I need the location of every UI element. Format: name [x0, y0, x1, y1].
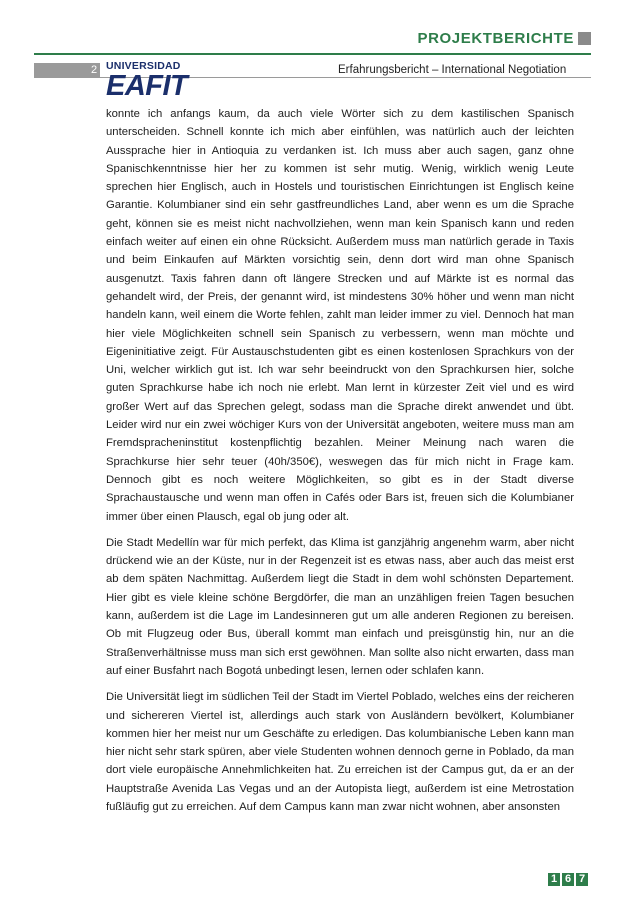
- logo-main-text: EAFIT: [106, 70, 188, 102]
- header-divider: [34, 53, 591, 55]
- footer-digit: 7: [576, 873, 588, 886]
- paragraph: konnte ich anfangs kaum, da auch viele Wörter sich zu dem kastilischen Spanisch unterscheiden. Schnell konnte ich mich aber einfühlen, was natürlich auch der leichten Aussprache hier in Antioquia zu verdanken ist. Ich muss aber auch sagen, ganz ohne Spanischkenntnisse hier her zu kommen ist sehr mutig. Wenig, wirklich wenig Leute sprechen hier Englisch, auch in Hostels und touristischen Einrichtungen ist Englisch keine Garantie. Kolumbianer sind ein sehr gastfreundliches Land, aber wenn es um die Sprache geht, können sie es meist nicht nachvollziehen, wenn man kein Spanisch kann und reden einfach weiter auf einen ein ohne Rücksicht. Außerdem muss man natürlich gerade in Taxis und beim Einkaufen auf Märkten vorsichtig sein, denn dort wird man ohne Spanisch ausgenutzt. Taxis fahren dann oft längere Strecken und auf Märkte ist es normal das gehandelt wird, der Preis, der genannt wird, ist mindestens 30% höher und wenn man nicht handeln kann, weil einem die Worte fehlen, zahlt man leider immer zu viel. Dennoch hat man hier viele Möglichkeiten schnell sein Spanisch zu verbessern, wenn man möchte und Eigeninitiative zeigt. Für Austauschstudenten gibt es einen kostenlosen Sprachkurs von der Uni, welcher wirklich gut ist. Ich war sehr beeindruckt von den Sprachkursen hier, solche guten Sprachkurse habe ich noch nie erlebt. Man lernt in kürzester Zeit viel und es wird großer Wert auf das Sprechen gelegt, sodass man die Sprache direkt anwendet und übt. Leider wird nur ein zwei wöchiger Kurs von der Universität angeboten, weitere muss man am Fremdspracheninstitut kostenpflichtig bezahlen. Meiner Meinung nach waren die Sprachkurse hier sehr teuer (40h/350€), weswegen das für mich nicht in Frage kam. Dennoch gibt es noch weitere Möglichkeiten, so gibt es in der Stadt diverse Sprachaustausche und wenn man offen in Cafés oder Bars ist, freuen sich die Kolumbianer immer über einen Plausch, egal ob jung oder alt.: [106, 108, 574, 523]
- eafit-logo: [106, 61, 206, 105]
- logo-top-text: UNIVERSIDAD: [106, 60, 181, 72]
- page-number: 2: [90, 64, 98, 76]
- footer-digit: 1: [548, 873, 560, 886]
- section-title: PROJEKTBERICHTE: [417, 30, 574, 47]
- article-body: [106, 105, 574, 824]
- paragraph: Die Universität liegt im südlichen Teil der Stadt im Viertel Poblado, welches eins der reicheren und sichereren Viertel ist, allerdings auch stark von Ausländern bevölkert, Kolumbianer kommen hier her meist nur um Geschäfte zu erledigen. Das kolumbianische Leben kann man hier nicht sehr stark spüren, aber viele Studenten wohnen dennoch gerne in Poblado, da man dort viele europäische Annehmlichkeiten hat. Zu erreichen ist der Campus gut, da er an der Hauptstraße Avenida Las Vegas und an der Autopista liegt, außerdem ist eine Metrostation fußläufig gut zu erreichen. Auf dem Campus kann man zwar nicht wohnen, aber ansonsten: [106, 691, 574, 813]
- running-head: Erfahrungsbericht – International Negotiation: [338, 64, 567, 76]
- footer-page-number: [548, 873, 588, 886]
- footer-digit: 6: [562, 873, 574, 886]
- paragraph: Die Stadt Medellín war für mich perfekt, das Klima ist ganzjährig angenehm warm, aber nicht drückend wie an der Küste, nur in der Regenzeit ist es etwas nass, aber auch das meist erst ab dem späten Nachmittag. Außerdem liegt die Stadt in dem wohl schönsten Departement. Hier gibt es viele kleine schöne Bergdörfer, die man an unzähligen freien Tagen besuchen kann, außerdem ist die Lage im Landesinneren gut um alle anderen Regionen zu bereisen. Ob mit Flugzeug oder Bus, überall kommt man einfach und preisgünstig hin, nur an die Straßenverhältnisse muss man sich erst gewöhnen. Man sollte also nicht erwarten, dass man auf einer Busfahrt nach Bogotá unbedingt lesen, lernen oder schlafen kann.: [106, 536, 574, 677]
- title-square-decoration: [578, 32, 591, 45]
